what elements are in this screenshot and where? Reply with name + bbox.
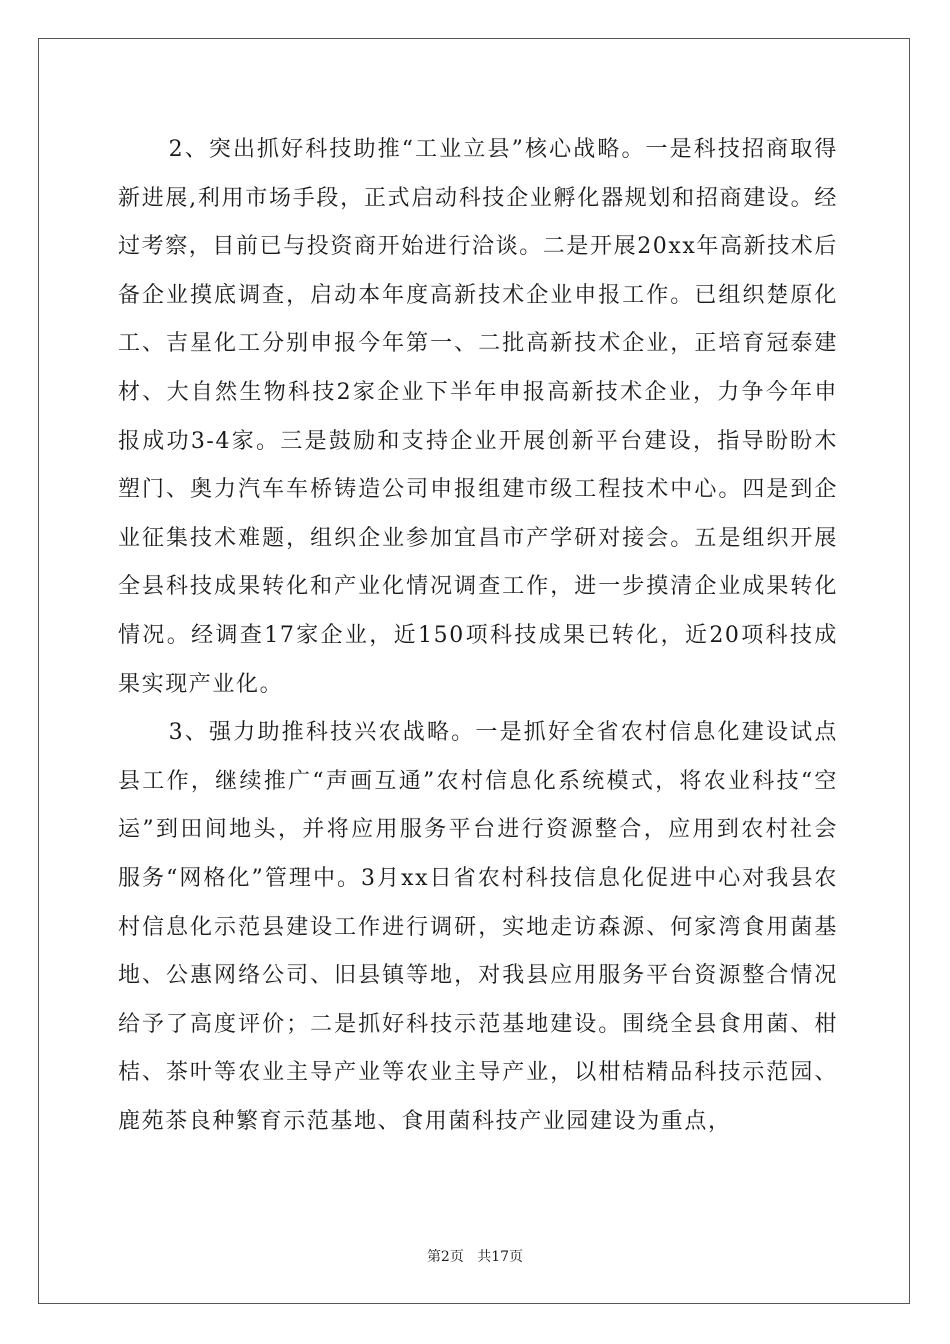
page-footer <box>0 1246 950 1266</box>
page-number: 第2页 <box>426 1249 464 1265</box>
paragraph-agriculture: 3、强力助推科技兴农战略。一是抓好全省农村信息化建设试点县工作，继续推广“声画互通”农村信息化系统模式，将农业科技“空运”到田间地头，并将应用服务平台进行资源整合，应用到农村社会服务“网格化”管理中。3月xx日省农村科技信息化促进中心对我县农村信息化示范县建设工作进行调研，实地走访森源、何家湾食用菌基地、公惠网络公司、旧县镇等地，对我县应用服务平台资源整合情况给予了高度评价；二是抓好科技示范基地建设。围绕全县食用菌、柑桔、茶叶等农业主导产业等农业主导产业，以柑桔精品科技示范园、鹿苑茶良种繁育示范基地、食用菌科技产业园建设为重点， <box>118 720 838 1134</box>
paragraph-industry: 2、突出抓好科技助推“工业立县”核心战略。一是科技招商取得新进展,利用市场手段，正式启动科技企业孵化器规划和招商建设。经过考察，目前已与投资商开始进行洽谈。二是开展20xx年高新技术后备企业摸底调查，启动本年度高新技术企业申报工作。已组织楚原化工、吉星化工分别申报今年第一、二批高新技术企业，正培育冠泰建材、大自然生物科技2家企业下半年申报高新技术企业，力争今年申报成功3-4家。三是鼓励和支持企业开展创新平台建设，指导盼盼木塑门、奥力汽车车桥铸造公司申报组建市级工程技术中心。四是到企业征集技术难题，组织企业参加宜昌市产学研对接会。五是组织开展全县科技成果转化和产业化情况调查工作，进一步摸清企业成果转化情况。经调查17家企业，近150项科技成果已转化，近20项科技成果实现产业化。 <box>118 137 839 697</box>
page-total: 共17页 <box>477 1249 524 1265</box>
document-body <box>118 126 838 1146</box>
